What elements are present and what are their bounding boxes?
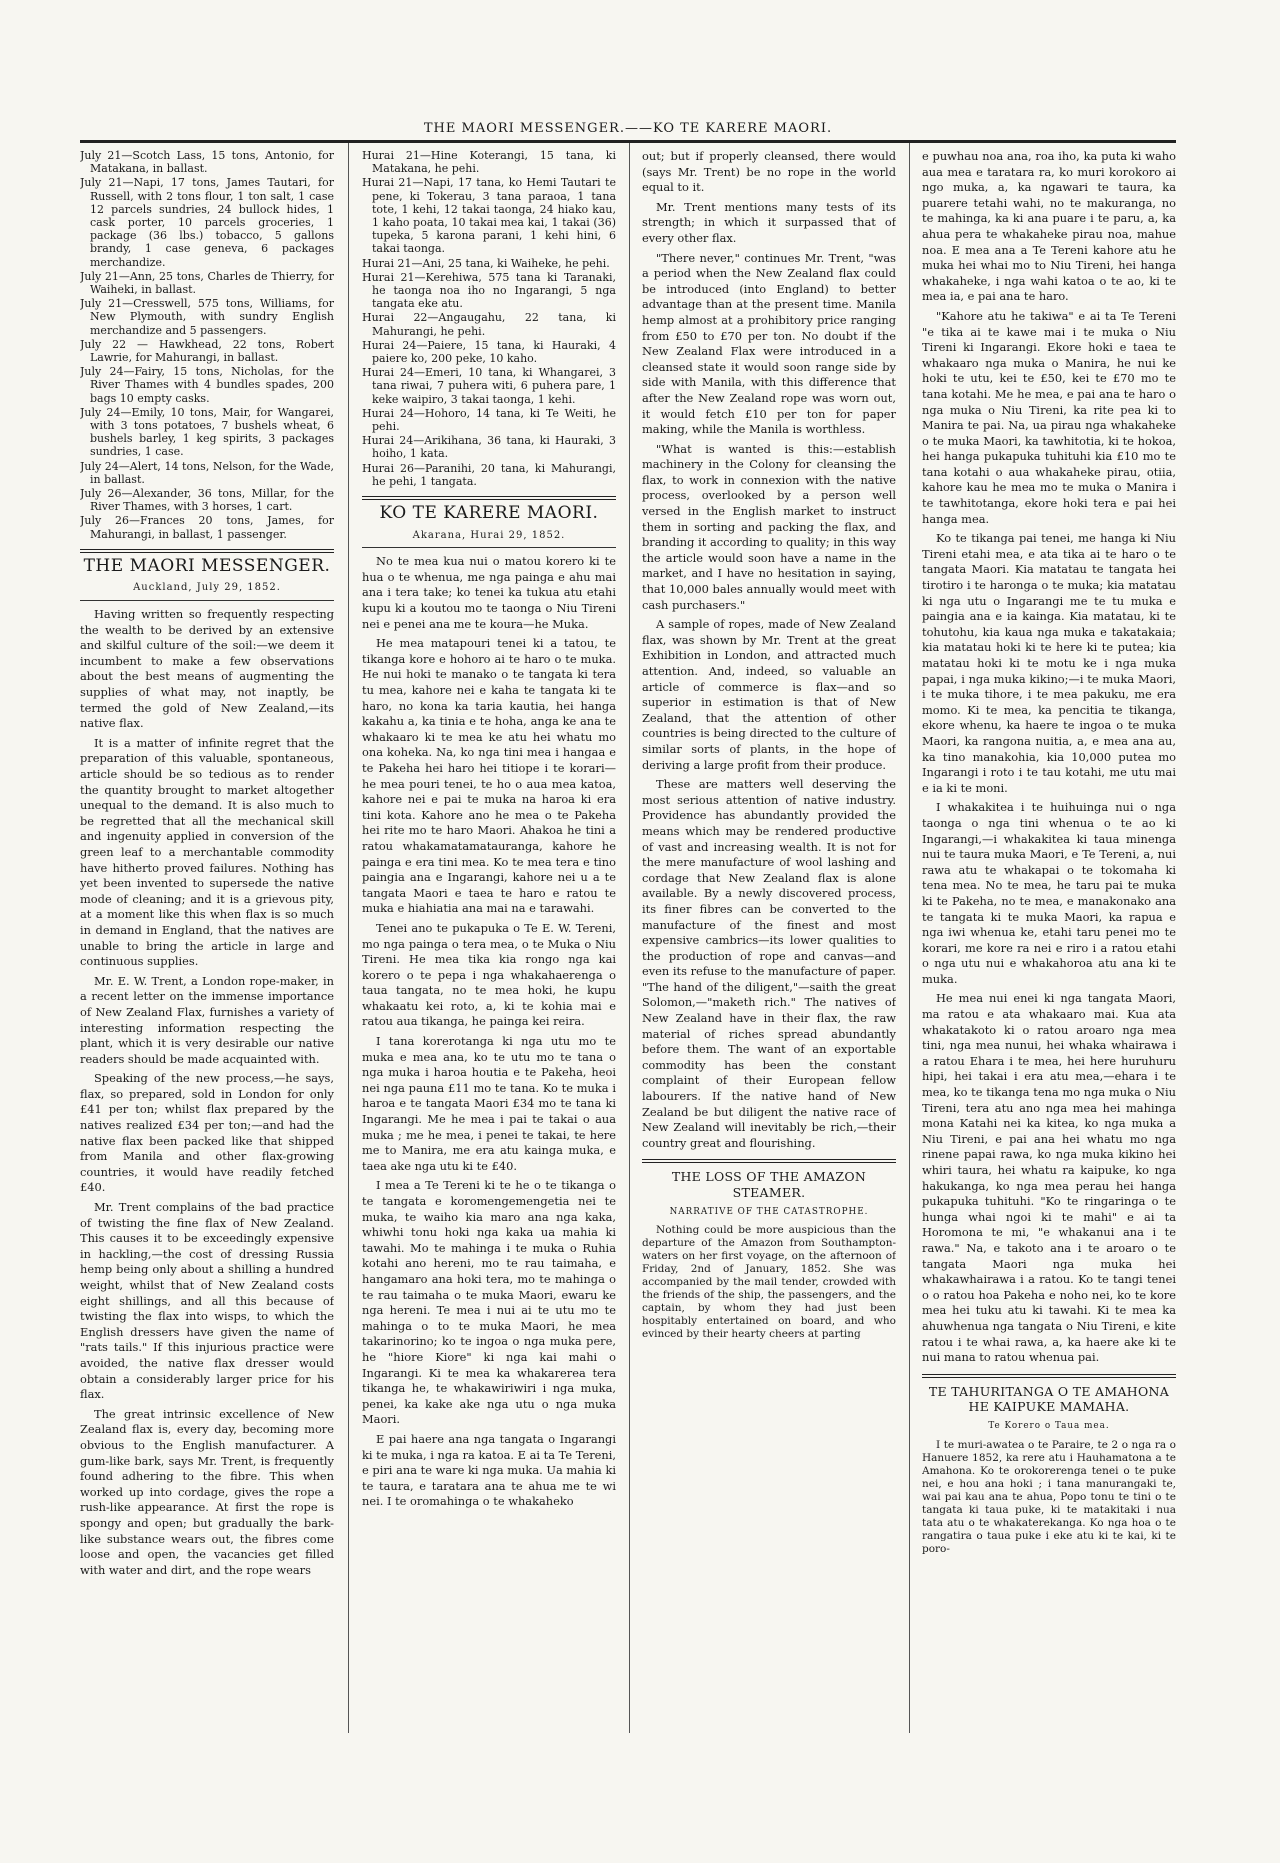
column-divider: [348, 143, 349, 1733]
amazon-title-maori: TE TAHURITANGA O TE AMAHONA HE KAIPUKE MAMAHA.: [928, 1383, 1170, 1415]
shipping-entry: July 21—Cresswell, 575 tons, Williams, for New Plymouth, with sundry English merchandize and 5 passengers.: [80, 297, 334, 337]
shipping-entry: Hurai 21—Hine Koterangi, 15 tana, ki Matakana, he pehi.: [362, 149, 616, 176]
shipping-entry: Hurai 24—Hohoro, 14 tana, ki Te Weiti, he pehi.: [362, 406, 616, 434]
article-paragraph: The great intrinsic excellence of New Zealand flax is, every day, becoming more obvious to the English manufacturer. A gum-like bark, says Mr. Trent, is frequently found adhering to the fibre. This when worked up into cordage, gives the rope a rush-like appearance. At first the rope is spongy and open; but gradually the bark-like substance wears out, the fibres come loose and open, the vacancies get filled with water and dirt, and the rope wears: [80, 1406, 334, 1577]
article-paragraph: Ko te tikanga pai tenei, me hanga ki Niu Tireni etahi mea, e ata tika ai te haro o te tangata Maori. Kia matatau te tangata hei tirotiro i te haronga o te muka; kia matatau ki nga utu o Ingarangi me te tu muka e paingia ana e ia kainga. Kia matatau, ki te tohutohu, kia kaua nga muka e takatakaia; kia matatau hoki ki te here ki te putea; kia matatau hoki ki te motu ke i nga muka papai, i nga muka kikino;—i te muka Maori, i te muka tihore, i te mea pakuku, me era momo. Ki te mea, ka pencitia te tikanga, ekore whenu, ka haere te ingoa o te muka Maori, ka rangona nuitia, a, e mea ana au, ka tino manakohia, kia 10,000 putea mo Ingarangi i roto i te tau kotahi, me utu mai e ia ki te moni.: [922, 531, 1176, 795]
article-paragraph: I tana korerotanga ki nga utu mo te muka e mea ana, ko te utu mo te tana o nga muka i haroa houtia e te Pakeha, heoi nei nga pauna £11 mo te tana. Ko te muka i haroa e te tangata Maori £34 mo te tana ki Ingarangi. Me he mea i pai te takai o aua muka ; me he mea, i penei te takai, te here me to Manira, me era atu kainga muka, e taea ake nga utu ki te £40.: [362, 1034, 616, 1173]
section-rule: [642, 1159, 896, 1163]
column-divider: [629, 143, 630, 1733]
section-rule: [362, 496, 616, 500]
article-paragraph: A sample of ropes, made of New Zealand flax, was shown by Mr. Trent at the great Exhibition in London, and attracted much attention. And, indeed, so valuable an article of commerce is flax—and so superior in estimation is that of New Zealand, that the attention of other countries is being directed to the culture of similar sorts of plants, in the hope of deriving a large profit from their produce.: [642, 617, 896, 772]
running-head: THE MAORI MESSENGER.——KO TE KARERE MAORI.: [423, 121, 833, 136]
article-paragraph: These are matters well deserving the most serious attention of native industry. Providence has abundantly provided the means which may be rendered productive of vast and increasing wealth. It is not for the mere manufacture of wool lashing and cordage that New Zealand flax is alone available. By a newly discovered process, its finer fibres can be converted to the manufacture of the finest and most expensive cambrics—its lower qualities to the production of rope and canvas—and even its refuse to the manufacture of paper. "The hand of the diligent,"—saith the great Solomon,—"maketh rich." The natives of New Zealand have in their flax, the raw material of riches spread abundantly before them. The want of an exportable commodity has been the constant complaint of their European fellow labourers. If the native hand of New Zealand be but diligent the native race of New Zealand will inevitably be rich,—their country great and flourishing.: [642, 777, 896, 1150]
article-paragraph: Mr. E. W. Trent, a London rope-maker, in a recent letter on the immense importance of New Zealand Flax, furnishes a variety of interesting information respecting the plant, which it is very desirable our native readers should be made acquainted with.: [80, 973, 334, 1066]
shipping-entry: July 21—Ann, 25 tons, Charles de Thierry, for Waiheki, in ballast.: [80, 269, 334, 297]
shipping-entry: July 24—Fairy, 15 tons, Nicholas, for the River Thames with 4 bundles spades, 200 bags 10 empty casks.: [80, 365, 334, 405]
column-3: [642, 149, 896, 1729]
columns: [80, 143, 1176, 1733]
dateline-english: Auckland, July 29, 1852.: [133, 582, 281, 594]
column-2: [362, 149, 616, 1729]
shipping-entry: Hurai 24—Emeri, 10 tana, ki Whangarei, 3 tana riwai, 7 puhera witi, 6 puhera pare, 1 keke waipiro, 3 takai taonga, 1 kehi.: [362, 366, 616, 406]
article-paragraph: "There never," continues Mr. Trent, "was a period when the New Zealand flax could be introduced (into England) to better advantage than at the present time. Manila hemp almost at a prohibitory price ranging from £50 to £70 per ton. No doubt if the New Zealand Flax were introduced in a cleansed state it would soon range side by side with Manila, with this difference that after the New Zealand rope was worn out, it would fetch £10 per ton for paper making, while the Manila is worthless.: [642, 250, 896, 437]
column-divider: [909, 143, 910, 1733]
article-paragraph: Mr. Trent complains of the bad practice of twisting the fine flax of New Zealand. This causes it to be exceedingly expensive in hackling,—the cost of dressing Russia hemp being only about a shilling a hundred weight, whilst that of New Zealand costs eight shillings, and all this because of twisting the flax into wisps, to which the English dressers have given the name of "rats tails." If this injurious practice were avoided, the native flax dresser would obtain a considerably larger price for his flax.: [80, 1200, 334, 1402]
shipping-entry: July 24—Emily, 10 tons, Mair, for Wangarei, with 3 tons potatoes, 7 bushels wheat, 6 bushels barley, 1 keg spirits, 3 packages sundries, 1 case.: [80, 405, 334, 459]
shipping-list-english: [80, 149, 334, 541]
shipping-entry: July 21—Scotch Lass, 15 tons, Antonio, for Matakana, in ballast.: [80, 149, 334, 176]
article-paragraph: Having written so frequently respecting the wealth to be derived by an extensive and skilful culture of the soil:—we deem it incumbent to make a few observations about the best means of augmenting the supplies of what may, not inaptly, be termed the gold of New Zealand,—its native flax.: [80, 607, 334, 731]
shipping-entry: July 22 — Hawkhead, 22 tons, Robert Lawrie, for Mahurangi, in ballast.: [80, 337, 334, 365]
shipping-entry: July 26—Alexander, 36 tons, Millar, for the River Thames, with 3 horses, 1 cart.: [80, 487, 334, 514]
article-paragraph: e puwhau noa ana, roa iho, ka puta ki waho aua mea e taratara ra, ko muri korokoro ai ngo muka, a, ka ngawari te taura, ka puarere tetahi wahi, no te makuranga, no te mahinga, ka ki ana puare i te paru, a, ka ahua pera te whakaheke pirau noa, mahue noa. E mea ana a Te Tereni kahore atu he muka hei whai mo to Niu Tireni, hei hanga whakaheke, i nga wahi katoa o te ao, ki te mea ia, e pai ana te haro.: [922, 149, 1176, 304]
article-paragraph: out; but if properly cleansed, there would (says Mr. Trent) be no rope in the world equal to it.: [642, 149, 896, 195]
article-paragraph: "Kahore atu he takiwa" e ai ta Te Tereni "e tika ai te kawe mai i te muka o Niu Tireni ki Ingarangi. Ekore hoki e taea te whakaaro nga muka o Manira, he nui ke hoki te utu, kei te £50, kei te £70 mo te tana kotahi. Me he mea, e pai ana te haro o nga muka o Niu Tireni, ka rite pea ki to Manira te pai. Na, ua pirau nga whakaheke o te muka Maori, ka tawhitotia, ki te hokoa, hei hanga pukapuka tuhituhi kia £10 mo te tana kotahi o aua whakaheke pirau, otiia, kahore kau he mea mo te muka o Manira i te tawhitotanga, ekore hoki tera e pai hei hanga mea.: [922, 308, 1176, 526]
shipping-entry: Hurai 24—Arikihana, 36 tana, ki Hauraki, 3 hoiho, 1 kata.: [362, 434, 616, 461]
shipping-entry: Hurai 21—Ani, 25 tana, ki Waiheke, he pehi.: [362, 256, 610, 270]
article-paragraph: I mea a Te Tereni ki te he o te tikanga o te tangata e koromengemengetia nei te muka, te waiho kia maro ana nga kaka, whiwhi tonu hoki nga kaka ua mahia ki tawahi. Mo te mahinga i te muka o Ruhia kotahi ano hereni, mo te rau taimaha, e hangamaro ana hoki tera, mo te mahinga o te rau taimaha o te muka Maori, ewaru ke nga hereni. Te mea i nui ai te utu mo te mahinga o to te muka Maori, he mea takarinorino; ko te ingoa o nga muka pere, he "hiore Kiore" ki nga kai mahi o Ingarangi. Ki te mea ka whakarerea tera tikanga he, te whakawiriwiri i nga muka, penei, ka kake ake nga utu o nga muka Maori.: [362, 1178, 616, 1427]
article-paragraph: I te muri-awatea o te Paraire, te 2 o nga ra o Hanuere 1852, ka rere atu i Hauhamatona a te Amahona. Ko te orokorerenga tenei o te puke nei, e hou ana hoki ; i tana manurangaki te, wai pai kau ana te ahua, Popo tonu te tini o te tangata ki taua puke, ki te matakitaki i nua tata atu o te whakaterekanga. Ko nga hoa o te rangatira o taua puke i eke atu ki te kai, ki te poro-: [922, 1438, 1176, 1555]
shipping-entry: July 24—Alert, 14 tons, Nelson, for the Wade, in ballast.: [80, 459, 334, 486]
shipping-entry: July 21—Napi, 17 tons, James Tautari, for Russell, with 2 tons flour, 1 ton salt, 1 case 12 parcels sundries, 24 bullock hides, 1 cask porter, 10 parcels groceries, 1 package (36 lbs.) tobacco, 5 gallons brandy, 1 case geneva, 6 packages merchandize.: [80, 176, 334, 269]
article-paragraph: I whakakitea i te huihuinga nui o nga taonga o nga tini whenua o te ao ki Ingarangi,—i whakakitea ki taua minenga nui te taura muka Maori, e Te Tereni, a, nui rawa atu te whakapai o te tokomaha ki tena mea. No te mea, he taru pai te muka ki te Pakeha, no te mea, e manakonako ana te tangata ki te muka Maori, ka rapua e nga iwi whenua ke, etahi taru penei mo te korari, me kore ra nei e riro i a ratou etahi o nga utu nui e whakahoroa atu ana ki te muka.: [922, 800, 1176, 986]
newspaper-page: [80, 120, 1176, 1733]
shipping-entry: July 26—Frances 20 tons, James, for Mahurangi, in ballast, 1 passenger.: [80, 514, 334, 541]
shipping-entry: Hurai 24—Paiere, 15 tana, ki Hauraki, 4 paiere ko, 200 peke, 10 kaho.: [362, 338, 616, 366]
masthead-maori: KO TE KARERE MAORI.: [379, 503, 599, 524]
article-paragraph: He mea nui enei ki nga tangata Maori, ma ratou e ata whakaaro mai. Kua ata whakatakoto ki o ratou aroaro nga mea tini, nga mea nunui, hei whaka whairawa i a ratou Ehara i te mea, hei here huruhuru hipi, hei takai i era atu mea,—ehara i te mea, ko te tikanga tena mo nga muka o Niu Tireni, tera atu ano nga mea hei mahinga mona Katahi nei ka kitea, ko nga muka a Niu Tireni, e pai ana hei whatu mo nga rinene papai rawa, ko nga muka kikino hei whiri taura, hei whatu ra kaipuke, ko nga hakukanga, ko nga mea perau hei hanga pukapuka tuhituhi. "Ko te ringaringa o te hunga whai ngoi ki te mahi" e ai ta Horomona te mi, "e whakanui ana i te rawa." Na, e takoto ana i te aroaro o te tangata Maori nga muka hei whakawhairawa i a ratou. Ko te tangi tenei o o ratou hoa Pakeha e noho nei, ko te kore mea hei tuku atu ki tawahi. Ki te mea ka ahuwhenua nga tangata o Niu Tireni, e kite ratou i te whai rawa, a, ka haere ake ki te nui mana to ratou whenua pai.: [922, 991, 1176, 1365]
article-paragraph: It is a matter of infinite regret that the preparation of this valuable, spontaneous, article should be so tedious as to render the quantity brought to market altogether unequal to the demand. It is also much to be regretted that all the mechanical skill and ingenuity applied in conversion of the green leaf to a merchantable commodity have hitherto proved failures. Nothing has yet been invented to supersede the native mode of cleaning; and it is a grievous pity, at a moment like this when flax is so much in demand in England, that the natives are unable to bring the article in large and continuous supplies.: [80, 735, 334, 969]
amazon-subtitle-maori: Te Korero o Taua mea.: [988, 1420, 1110, 1431]
article-paragraph: Mr. Trent mentions many tests of its strength; in which it surpassed that of every other flax.: [642, 199, 896, 245]
shipping-entry: Hurai 21—Kerehiwa, 575 tana ki Taranaki, he taonga noa iho no Ingarangi, 5 nga tangata eke atu.: [362, 270, 616, 311]
column-1: [80, 149, 334, 1729]
amazon-subtitle-english: NARRATIVE OF THE CATASTROPHE.: [669, 1206, 869, 1217]
article-paragraph: E pai haere ana nga tangata o Ingarangi ki te muka, i nga ra katoa. E ai ta Te Tereni, e piri ana te ware ki nga muka. Ua mahia ki te taura, e taratara ana te ahua me te wi nei. I te oromahinga o te whakaheko: [362, 1431, 616, 1509]
article-paragraph: Nothing could be more auspicious than the departure of the Amazon from Southampton-waters on her first voyage, on the afternoon of Friday, 2nd of January, 1852. She was accompanied by the mail tender, crowded with the friends of the ship, the passengers, and the captain, by whom they had just been hospitably entertained on board, and who evinced by their hearty cheers at parting: [642, 1224, 896, 1341]
article-paragraph: He mea matapouri tenei ki a tatou, te tikanga kore e hohoro ai te haro o te muka. He nui hoki te manako o te tangata ki tera tu mea, kahore nei e kaha te tangata ki te haro, no kona ka taria kautia, hei hanga kakahu a, ka tinia e te hoha, anga ke ana te whakaaro ki te mea ke atu hei whatu mo ona koheka. Na, ko nga tini mea i hangaa e te Pakeha hei haro hei titiope i te korari—he mea pouri tenei, te ho o aua mea katoa, kahore nei e pai te muka na haroa ki era tini kota. Kahore ano he mea o te Pakeha hei rite mo te haro Maori. Ahakoa he tini a ratou whakamatamatauranga, kahore he painga e era tini mea. Ko te mea tera e tino paingia ana e Ingarangi, kahore nei u a te tangata Maori e taea te haro e ratou te muka e hiahiatia ana mai na e tarawahi.: [362, 636, 616, 916]
shipping-entry: Hurai 22—Angaugahu, 22 tana, ki Mahurangi, he pehi.: [362, 311, 616, 338]
shipping-entry: Hurai 26—Paranihi, 20 tana, ki Mahurangi, he pehi, 1 tangata.: [362, 461, 616, 488]
article-paragraph: Tenei ano te pukapuka o Te E. W. Tereni, mo nga painga o tera mea, o te Muka o Niu Tireni. He mea tika kia rongo nga kai korero o te pepa i nga whakahaerenga o taua tangata, no te mea hoki, he kupu whakaatu kei roto, a, ki te kohia mai e ratou aua tikanga, he painga kei reira.: [362, 920, 616, 1029]
shipping-list-maori: [362, 149, 616, 488]
column-4: [922, 149, 1176, 1729]
article-paragraph: "What is wanted is this:—establish machinery in the Colony for cleansing the flax, to work in connexion with the native process, overlooked by a person well versed in the English market to instruct them in sorting and packing the flax, and branding it according to quality; in this way the article would soon have a name in the market, and I have no hesitation in saying, that 10,000 bales annually would meet with cash purchasers.": [642, 441, 896, 612]
section-rule: [80, 549, 334, 553]
article-paragraph: No te mea kua nui o matou korero ki te hua o te whenua, me nga painga e ahu mai ana i tera take; ko tenei ka tukua atu etahi kupu ki a koutou mo te taonga o Niu Tireni nei e penei ana me te koura—he Muka.: [362, 554, 616, 631]
dateline-rule: [362, 547, 616, 548]
masthead-english: THE MAORI MESSENGER.: [83, 555, 331, 576]
section-rule: [922, 1374, 1176, 1378]
dateline-rule: [80, 600, 334, 601]
dateline-maori: Akarana, Hurai 29, 1852.: [412, 529, 566, 541]
shipping-entry: Hurai 21—Napi, 17 tana, ko Hemi Tautari te pene, ki Tokerau, 3 tana paraoa, 1 tana tote, 1 kehi, 12 takai taonga, 24 hiako kau, 1 kaho poata, 10 takai mea kai, 1 takai (36) tupeka, 5 karona parani, 1 kehi hini, 6 takai taonga.: [362, 176, 616, 256]
article-paragraph: Speaking of the new process,—he says, flax, so prepared, sold in London for only £41 per ton; whilst flax prepared by the natives realized £34 per ton;—and had the native flax been packed like that shipped from Manila and other flax-growing countries, it would have readily fetched £40.: [80, 1071, 334, 1195]
amazon-title-english: THE LOSS OF THE AMAZON STEAMER.: [671, 1169, 867, 1200]
